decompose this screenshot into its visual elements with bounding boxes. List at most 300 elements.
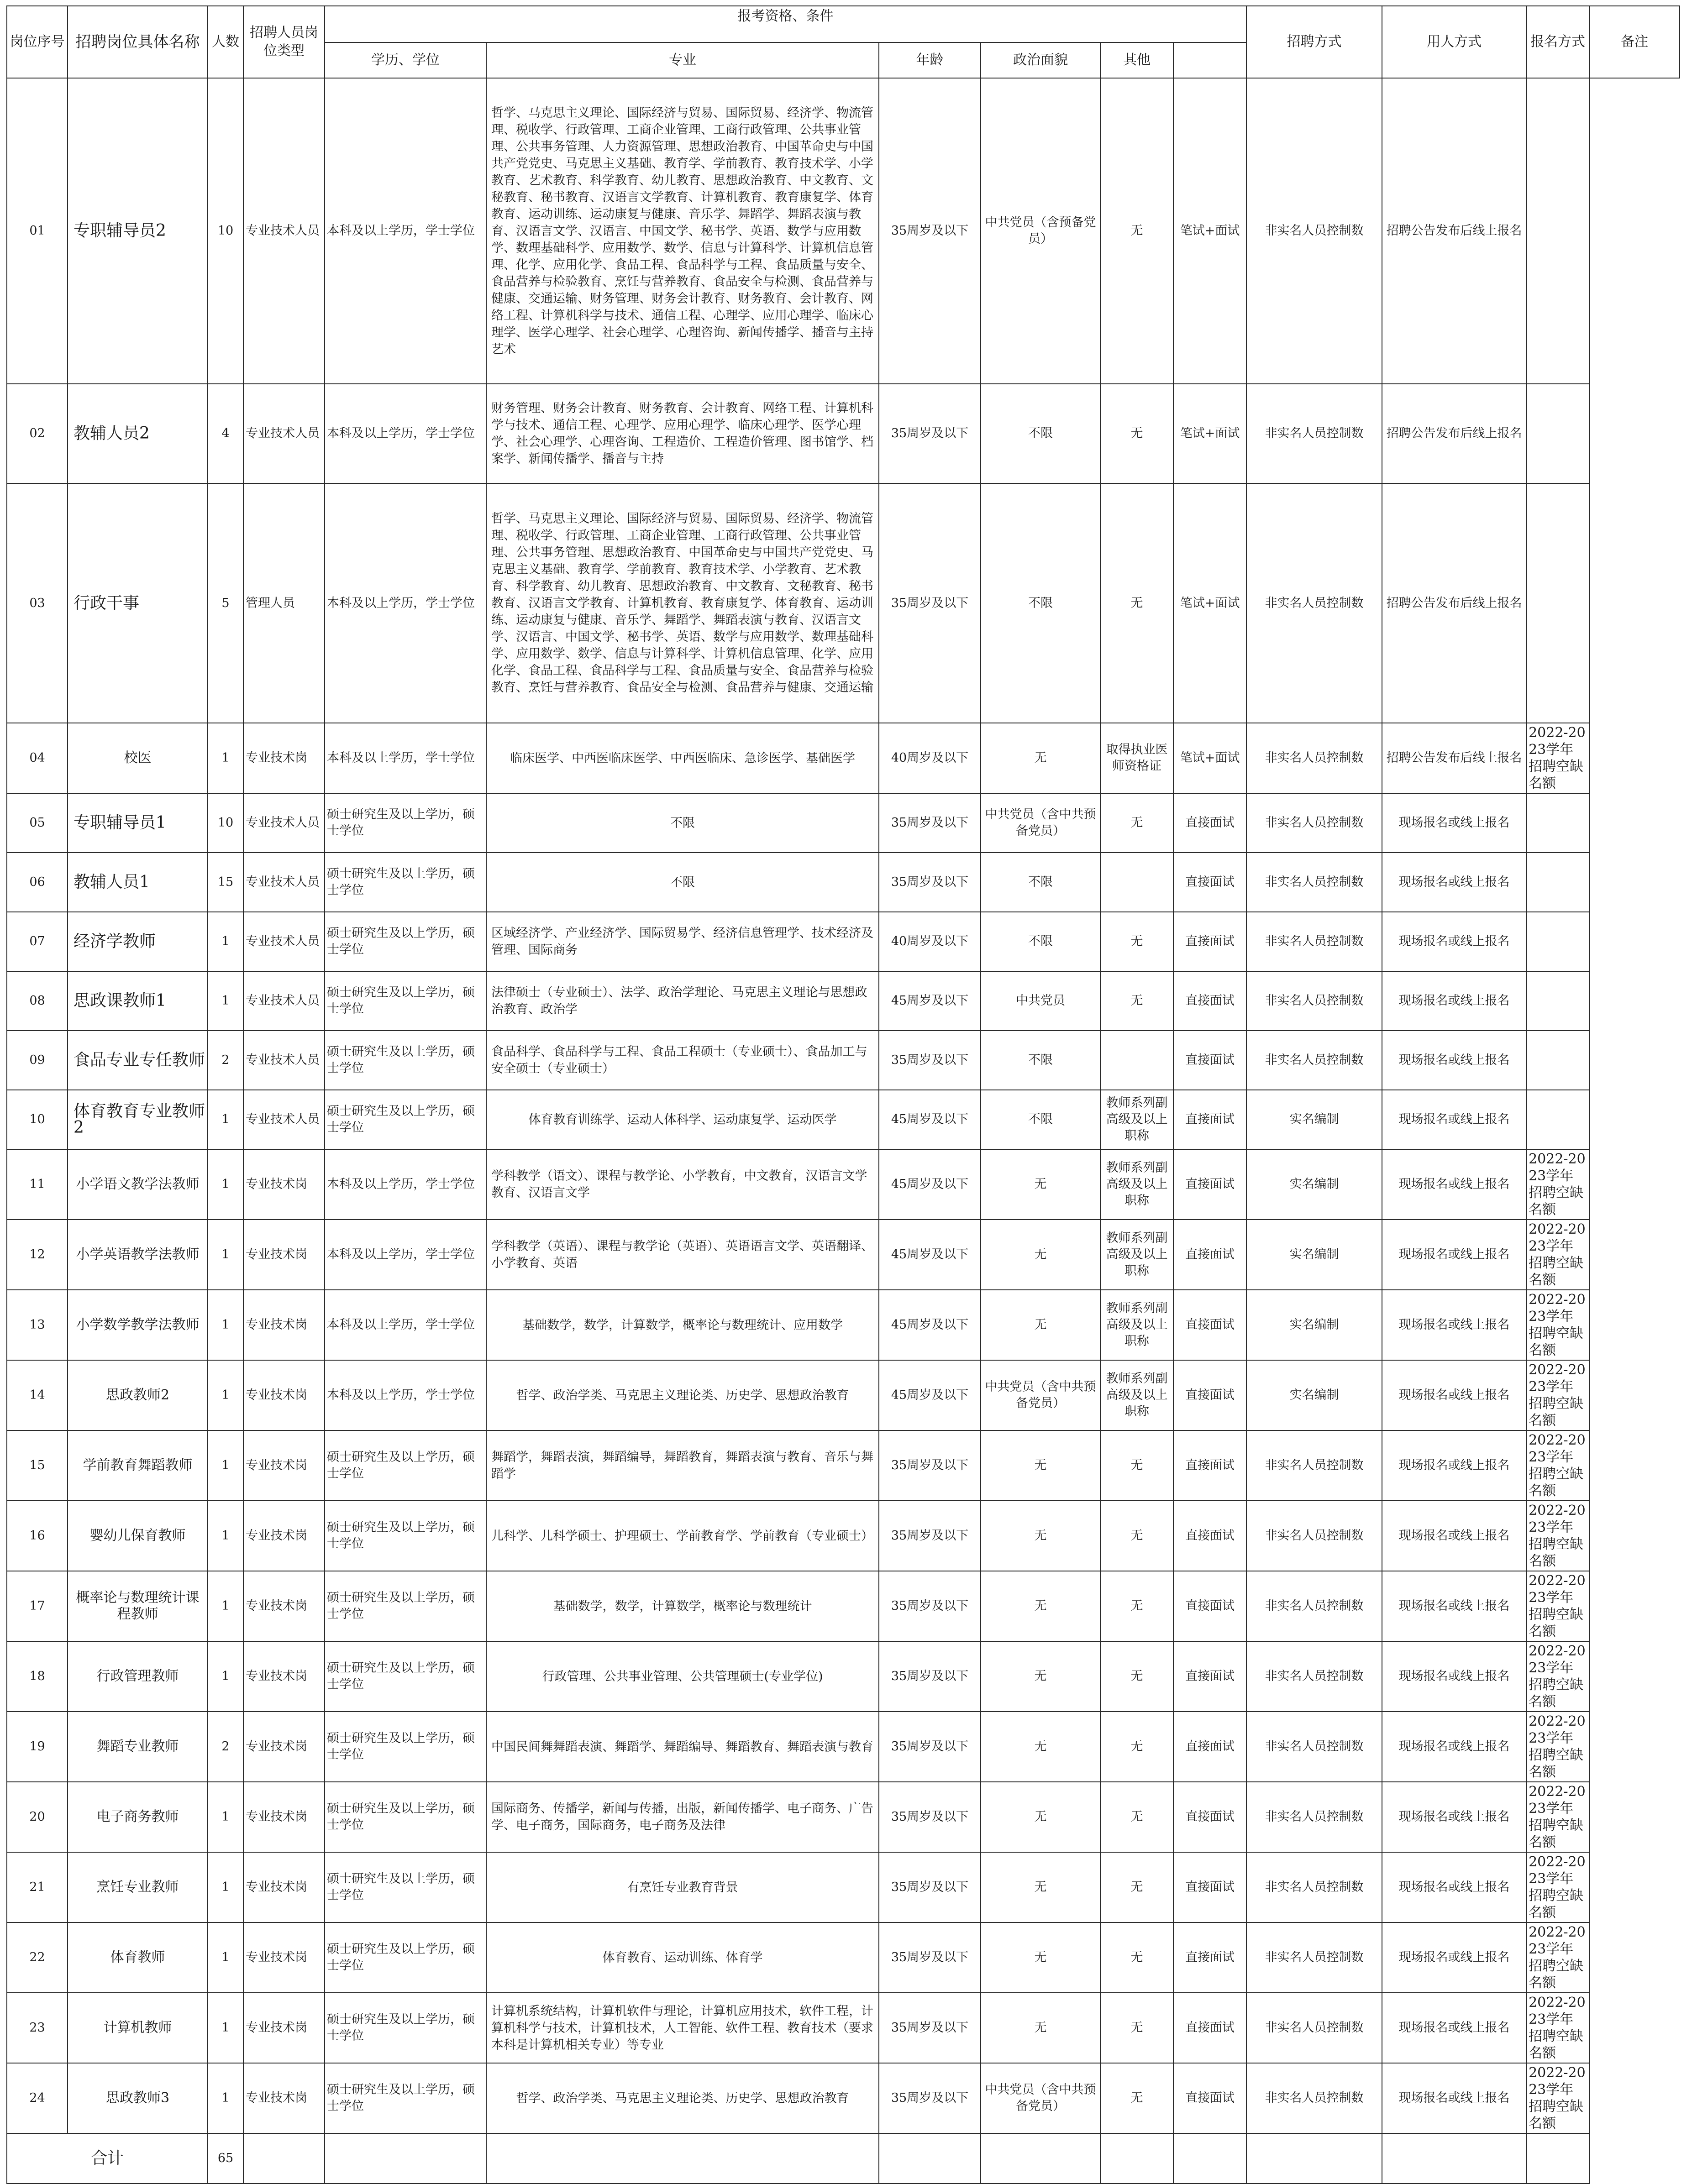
row-political-status: 无 bbox=[981, 1712, 1100, 1782]
row-seq: 09 bbox=[7, 1031, 68, 1090]
row-position-type: 专业技术岗 bbox=[243, 1782, 325, 1852]
row-major: 中国民间舞舞蹈表演、舞蹈学、舞蹈编导、舞蹈教育、舞蹈表演与教育 bbox=[486, 1712, 879, 1782]
row-age: 40周岁及以下 bbox=[879, 723, 981, 793]
row-education: 硕士研究生及以上学历，硕士学位 bbox=[325, 1712, 486, 1782]
row-political-status: 无 bbox=[981, 1782, 1100, 1852]
header-apply: 报名方式 bbox=[1526, 6, 1589, 78]
row-seq: 13 bbox=[7, 1290, 68, 1360]
row-age: 45周岁及以下 bbox=[879, 971, 981, 1031]
total-empty-cell bbox=[243, 2133, 325, 2184]
row-major: 临床医学、中西医临床医学、中西医临床、急诊医学、基础医学 bbox=[486, 723, 879, 793]
table-row bbox=[7, 912, 1680, 971]
table-row bbox=[7, 483, 1680, 723]
header-employ: 用人方式 bbox=[1382, 6, 1526, 78]
row-position-name: 食品专业专任教师 bbox=[68, 1031, 208, 1090]
total-count: 65 bbox=[208, 2133, 243, 2184]
row-position-type: 管理人员 bbox=[243, 483, 325, 723]
row-position-type: 专业技术岗 bbox=[243, 1993, 325, 2063]
row-position-type: 专业技术人员 bbox=[243, 384, 325, 483]
row-political-status: 中共党员（含中共预备党员） bbox=[981, 1360, 1100, 1430]
row-headcount: 4 bbox=[208, 384, 243, 483]
row-recruit-method: 直接面试 bbox=[1173, 1782, 1246, 1852]
row-recruit-method: 直接面试 bbox=[1173, 1220, 1246, 1290]
table-row bbox=[7, 384, 1680, 483]
row-note bbox=[1526, 971, 1589, 1031]
row-note: 2022-2023学年招聘空缺名额 bbox=[1526, 1641, 1589, 1712]
row-recruit-method: 直接面试 bbox=[1173, 1641, 1246, 1712]
row-major: 哲学、马克思主义理论、国际经济与贸易、国际贸易、经济学、物流管理、税收学、行政管理、工商企业管理、工商行政管理、公共事业管理、公共事务管理、思想政治教育、中国革命史与中国共产党党史、马克思主义基础、教育学、学前教育、教育技术学、小学教育、艺术教育、科学教育、幼儿教育、思想政治教育、中文教育、文秘教育、秘书教育、汉语言文学教育、计算机教育、教育康复学、体育教育、运动训练、运动康复与健康、音乐学、舞蹈学、舞蹈表演与教育、汉语言文学、汉语言、中国文学、秘书学、英语、数学与应用数学、数理基础科学、应用数学、数学、信息与计算科学、计算机信息管理、化学、应用化学、食品工程、食品科学与工程、食品质量与安全、食品营养与检验教育、烹饪与营养教育、食品安全与检测、食品营养与健康、交通运输 bbox=[486, 483, 879, 723]
row-position-type: 专业技术岗 bbox=[243, 1922, 325, 1993]
row-recruit-method: 笔试+面试 bbox=[1173, 78, 1246, 384]
row-headcount: 2 bbox=[208, 1712, 243, 1782]
row-education: 硕士研究生及以上学历，硕士学位 bbox=[325, 1782, 486, 1852]
row-note bbox=[1526, 78, 1589, 384]
row-headcount: 15 bbox=[208, 853, 243, 912]
row-position-name: 小学数学教学法教师 bbox=[68, 1290, 208, 1360]
row-note: 2022-2023学年招聘空缺名额 bbox=[1526, 1571, 1589, 1641]
table-row bbox=[7, 78, 1680, 384]
row-employment-type: 非实名人员控制数 bbox=[1246, 384, 1382, 483]
row-age: 35周岁及以下 bbox=[879, 1430, 981, 1501]
row-employment-type: 非实名人员控制数 bbox=[1246, 1852, 1382, 1922]
row-position-type: 专业技术岗 bbox=[243, 1430, 325, 1501]
table-row bbox=[7, 793, 1680, 853]
row-position-name: 教辅人员1 bbox=[68, 853, 208, 912]
row-education: 本科及以上学历，学士学位 bbox=[325, 384, 486, 483]
row-major: 不限 bbox=[486, 853, 879, 912]
row-other-requirement: 无 bbox=[1100, 1641, 1173, 1712]
row-apply-method: 现场报名或线上报名 bbox=[1382, 1031, 1526, 1090]
row-education: 硕士研究生及以上学历，硕士学位 bbox=[325, 1031, 486, 1090]
row-political-status: 中共党员 bbox=[981, 971, 1100, 1031]
row-apply-method: 现场报名或线上报名 bbox=[1382, 1149, 1526, 1220]
row-age: 35周岁及以下 bbox=[879, 2063, 981, 2133]
row-note: 2022-2023学年招聘空缺名额 bbox=[1526, 1290, 1589, 1360]
row-recruit-method: 直接面试 bbox=[1173, 971, 1246, 1031]
table-row bbox=[7, 1430, 1680, 1501]
row-other-requirement: 无 bbox=[1100, 2063, 1173, 2133]
row-note bbox=[1526, 1090, 1589, 1149]
table-row bbox=[7, 1782, 1680, 1852]
row-headcount: 1 bbox=[208, 1782, 243, 1852]
row-seq: 04 bbox=[7, 723, 68, 793]
row-major: 基础数学，数学，计算数学，概率论与数理统计 bbox=[486, 1571, 879, 1641]
row-note: 2022-2023学年招聘空缺名额 bbox=[1526, 2063, 1589, 2133]
row-political-status: 无 bbox=[981, 1290, 1100, 1360]
table-row bbox=[7, 1220, 1680, 1290]
row-major: 财务管理、财务会计教育、财务教育、会计教育、网络工程、计算机科学与技术、通信工程、心理学、应用心理学、临床心理学、医学心理学、社会心理学、心理咨询、工程造价、工程造价管理、图书馆学、档案学、新闻传播学、播音与主持 bbox=[486, 384, 879, 483]
row-political-status: 中共党员（含预备党员） bbox=[981, 78, 1100, 384]
row-age: 35周岁及以下 bbox=[879, 853, 981, 912]
total-empty-cell bbox=[1173, 2133, 1246, 2184]
row-education: 硕士研究生及以上学历，硕士学位 bbox=[325, 1641, 486, 1712]
row-apply-method: 现场报名或线上报名 bbox=[1382, 1922, 1526, 1993]
row-apply-method: 现场报名或线上报名 bbox=[1382, 1430, 1526, 1501]
row-note bbox=[1526, 483, 1589, 723]
row-recruit-method: 直接面试 bbox=[1173, 853, 1246, 912]
total-empty-cell bbox=[1100, 2133, 1173, 2184]
row-recruit-method: 笔试+面试 bbox=[1173, 384, 1246, 483]
total-empty-cell bbox=[486, 2133, 879, 2184]
row-position-name: 经济学教师 bbox=[68, 912, 208, 971]
row-recruit-method: 直接面试 bbox=[1173, 912, 1246, 971]
row-position-name: 计算机教师 bbox=[68, 1993, 208, 2063]
row-position-type: 专业技术人员 bbox=[243, 971, 325, 1031]
row-employment-type: 非实名人员控制数 bbox=[1246, 793, 1382, 853]
row-other-requirement: 教师系列副高级及以上职称 bbox=[1100, 1149, 1173, 1220]
row-employment-type: 实名编制 bbox=[1246, 1360, 1382, 1430]
row-other-requirement: 无 bbox=[1100, 912, 1173, 971]
total-empty-cell bbox=[1246, 2133, 1382, 2184]
header-note: 备注 bbox=[1589, 6, 1680, 78]
row-political-status: 无 bbox=[981, 1993, 1100, 2063]
row-age: 35周岁及以下 bbox=[879, 1641, 981, 1712]
row-other-requirement: 取得执业医师资格证 bbox=[1100, 723, 1173, 793]
row-political-status: 中共党员（含中共预备党员） bbox=[981, 2063, 1100, 2133]
row-position-name: 专职辅导员2 bbox=[68, 78, 208, 384]
row-seq: 06 bbox=[7, 853, 68, 912]
row-note bbox=[1526, 384, 1589, 483]
row-age: 35周岁及以下 bbox=[879, 78, 981, 384]
row-major: 法律硕士（专业硕士）、法学、政治学理论、马克思主义理论与思想政治教育、政治学 bbox=[486, 971, 879, 1031]
row-employment-type: 实名编制 bbox=[1246, 1090, 1382, 1149]
row-apply-method: 现场报名或线上报名 bbox=[1382, 853, 1526, 912]
recruitment-table bbox=[6, 5, 1680, 2184]
row-political-status: 不限 bbox=[981, 853, 1100, 912]
row-apply-method: 现场报名或线上报名 bbox=[1382, 1571, 1526, 1641]
row-seq: 15 bbox=[7, 1430, 68, 1501]
row-seq: 02 bbox=[7, 384, 68, 483]
row-employment-type: 非实名人员控制数 bbox=[1246, 78, 1382, 384]
row-note: 2022-2023学年招聘空缺名额 bbox=[1526, 1782, 1589, 1852]
row-major: 区域经济学、产业经济学、国际贸易学、经济信息管理学、技术经济及管理、国际商务 bbox=[486, 912, 879, 971]
row-seq: 10 bbox=[7, 1090, 68, 1149]
row-position-type: 专业技术岗 bbox=[243, 1571, 325, 1641]
table-row bbox=[7, 971, 1680, 1031]
row-apply-method: 现场报名或线上报名 bbox=[1382, 1220, 1526, 1290]
row-age: 35周岁及以下 bbox=[879, 1922, 981, 1993]
row-note: 2022-2023学年招聘空缺名额 bbox=[1526, 1852, 1589, 1922]
row-seq: 18 bbox=[7, 1641, 68, 1712]
row-headcount: 1 bbox=[208, 971, 243, 1031]
row-headcount: 1 bbox=[208, 1430, 243, 1501]
row-headcount: 1 bbox=[208, 1641, 243, 1712]
row-political-status: 不限 bbox=[981, 1090, 1100, 1149]
row-major: 体育教育训练学、运动人体科学、运动康复学、运动医学 bbox=[486, 1090, 879, 1149]
row-position-name: 教辅人员2 bbox=[68, 384, 208, 483]
row-recruit-method: 直接面试 bbox=[1173, 2063, 1246, 2133]
table-row bbox=[7, 1090, 1680, 1149]
row-position-type: 专业技术人员 bbox=[243, 78, 325, 384]
row-education: 本科及以上学历，学士学位 bbox=[325, 1220, 486, 1290]
row-position-type: 专业技术岗 bbox=[243, 1501, 325, 1571]
row-note: 2022-2023学年招聘空缺名额 bbox=[1526, 1220, 1589, 1290]
row-position-type: 专业技术岗 bbox=[243, 1290, 325, 1360]
row-political-status: 中共党员（含中共预备党员） bbox=[981, 793, 1100, 853]
total-label: 合计 bbox=[7, 2133, 208, 2184]
row-political-status: 不限 bbox=[981, 483, 1100, 723]
row-education: 本科及以上学历，学士学位 bbox=[325, 483, 486, 723]
row-employment-type: 非实名人员控制数 bbox=[1246, 1031, 1382, 1090]
row-seq: 14 bbox=[7, 1360, 68, 1430]
row-seq: 05 bbox=[7, 793, 68, 853]
row-political-status: 无 bbox=[981, 1220, 1100, 1290]
row-note: 2022-2023学年招聘空缺名额 bbox=[1526, 1922, 1589, 1993]
table-row bbox=[7, 2063, 1680, 2133]
table-row bbox=[7, 1922, 1680, 1993]
row-seq: 12 bbox=[7, 1220, 68, 1290]
row-position-name: 专职辅导员1 bbox=[68, 793, 208, 853]
row-age: 35周岁及以下 bbox=[879, 1993, 981, 2063]
row-age: 35周岁及以下 bbox=[879, 1782, 981, 1852]
row-position-name: 婴幼儿保育教师 bbox=[68, 1501, 208, 1571]
row-note: 2022-2023学年招聘空缺名额 bbox=[1526, 1993, 1589, 2063]
row-age: 45周岁及以下 bbox=[879, 1290, 981, 1360]
row-apply-method: 招聘公告发布后线上报名 bbox=[1382, 483, 1526, 723]
row-position-name: 舞蹈专业教师 bbox=[68, 1712, 208, 1782]
row-political-status: 不限 bbox=[981, 1031, 1100, 1090]
row-political-status: 无 bbox=[981, 1149, 1100, 1220]
row-other-requirement bbox=[1100, 853, 1173, 912]
header-method: 招聘方式 bbox=[1246, 6, 1382, 78]
table-row bbox=[7, 1031, 1680, 1090]
row-apply-method: 现场报名或线上报名 bbox=[1382, 1090, 1526, 1149]
row-major: 学科教学（语文）、课程与教学论、小学教育，中文教育，汉语言文学教育、汉语言文学 bbox=[486, 1149, 879, 1220]
row-note bbox=[1526, 793, 1589, 853]
row-seq: 24 bbox=[7, 2063, 68, 2133]
row-political-status: 无 bbox=[981, 1501, 1100, 1571]
row-headcount: 1 bbox=[208, 1290, 243, 1360]
row-position-name: 体育教育专业教师2 bbox=[68, 1090, 208, 1149]
row-education: 硕士研究生及以上学历，硕士学位 bbox=[325, 1571, 486, 1641]
row-other-requirement: 无 bbox=[1100, 78, 1173, 384]
row-position-type: 专业技术岗 bbox=[243, 1220, 325, 1290]
row-recruit-method: 直接面试 bbox=[1173, 1360, 1246, 1430]
total-empty-cell bbox=[325, 2133, 486, 2184]
row-position-name: 思政教师3 bbox=[68, 2063, 208, 2133]
row-headcount: 1 bbox=[208, 1922, 243, 1993]
row-position-name: 小学英语教学法教师 bbox=[68, 1220, 208, 1290]
row-position-name: 行政干事 bbox=[68, 483, 208, 723]
row-age: 35周岁及以下 bbox=[879, 384, 981, 483]
row-position-name: 电子商务教师 bbox=[68, 1782, 208, 1852]
row-apply-method: 现场报名或线上报名 bbox=[1382, 1641, 1526, 1712]
row-major: 体育教育、运动训练、体育学 bbox=[486, 1922, 879, 1993]
row-major: 行政管理、公共事业管理、公共管理硕士(专业学位) bbox=[486, 1641, 879, 1712]
row-seq: 01 bbox=[7, 78, 68, 384]
row-apply-method: 现场报名或线上报名 bbox=[1382, 971, 1526, 1031]
row-age: 45周岁及以下 bbox=[879, 1149, 981, 1220]
row-other-requirement bbox=[1100, 1031, 1173, 1090]
row-age: 45周岁及以下 bbox=[879, 1090, 981, 1149]
row-apply-method: 招聘公告发布后线上报名 bbox=[1382, 384, 1526, 483]
row-major: 国际商务、传播学，新闻与传播，出版，新闻传播学、电子商务、广告学、电子商务，国际商务，电子商务及法律 bbox=[486, 1782, 879, 1852]
row-headcount: 10 bbox=[208, 78, 243, 384]
row-headcount: 10 bbox=[208, 793, 243, 853]
row-education: 硕士研究生及以上学历，硕士学位 bbox=[325, 1922, 486, 1993]
row-headcount: 2 bbox=[208, 1031, 243, 1090]
row-other-requirement: 无 bbox=[1100, 1993, 1173, 2063]
row-major: 哲学、政治学类、马克思主义理论类、历史学、思想政治教育 bbox=[486, 1360, 879, 1430]
row-employment-type: 非实名人员控制数 bbox=[1246, 483, 1382, 723]
row-position-name: 体育教师 bbox=[68, 1922, 208, 1993]
row-age: 35周岁及以下 bbox=[879, 1712, 981, 1782]
row-seq: 07 bbox=[7, 912, 68, 971]
row-employment-type: 非实名人员控制数 bbox=[1246, 1782, 1382, 1852]
row-other-requirement: 无 bbox=[1100, 1712, 1173, 1782]
row-recruit-method: 笔试+面试 bbox=[1173, 723, 1246, 793]
row-position-name: 行政管理教师 bbox=[68, 1641, 208, 1712]
row-position-type: 专业技术人员 bbox=[243, 853, 325, 912]
row-recruit-method: 直接面试 bbox=[1173, 1290, 1246, 1360]
row-seq: 20 bbox=[7, 1782, 68, 1852]
row-seq: 03 bbox=[7, 483, 68, 723]
row-apply-method: 现场报名或线上报名 bbox=[1382, 1782, 1526, 1852]
row-apply-method: 现场报名或线上报名 bbox=[1382, 1360, 1526, 1430]
row-apply-method: 现场报名或线上报名 bbox=[1382, 793, 1526, 853]
row-political-status: 无 bbox=[981, 723, 1100, 793]
row-political-status: 不限 bbox=[981, 912, 1100, 971]
table-row bbox=[7, 1712, 1680, 1782]
row-seq: 21 bbox=[7, 1852, 68, 1922]
row-education: 本科及以上学历，学士学位 bbox=[325, 1149, 486, 1220]
row-age: 45周岁及以下 bbox=[879, 1220, 981, 1290]
row-apply-method: 招聘公告发布后线上报名 bbox=[1382, 78, 1526, 384]
row-major: 哲学、马克思主义理论、国际经济与贸易、国际贸易、经济学、物流管理、税收学、行政管理、工商企业管理、工商行政管理、公共事业管理、公共事务管理、人力资源管理、思想政治教育、中国革命史与中国共产党党史、马克思主义基础、教育学、学前教育、教育技术学、小学教育、艺术教育、科学教育、幼儿教育、思想政治教育、中文教育、文秘教育、秘书教育、汉语言文学教育、计算机教育、教育康复学、体育教育、运动训练、运动康复与健康、音乐学、舞蹈学、舞蹈表演与教育、汉语言文学、汉语言、中国文学、秘书学、英语、数学与应用数学、数理基础科学、应用数学、数学、信息与计算科学、计算机信息管理、化学、应用化学、食品工程、食品科学与工程、食品质量与安全、食品营养与检验教育、烹饪与营养教育、食品安全与检测、食品营养与健康、交通运输、财务管理、财务会计教育、财务教育、会计教育、网络工程、计算机科学与技术、通信工程、心理学、应用心理学、临床心理学、医学心理学、社会心理学、心理咨询、新闻传播学、播音与主持艺术 bbox=[486, 78, 879, 384]
row-education: 硕士研究生及以上学历，硕士学位 bbox=[325, 1430, 486, 1501]
row-recruit-method: 直接面试 bbox=[1173, 1993, 1246, 2063]
row-note: 2022-2023学年招聘空缺名额 bbox=[1526, 1712, 1589, 1782]
row-employment-type: 非实名人员控制数 bbox=[1246, 1922, 1382, 1993]
table-row bbox=[7, 853, 1680, 912]
row-major: 食品科学、食品科学与工程、食品工程硕士（专业硕士）、食品加工与安全硕士（专业硕士） bbox=[486, 1031, 879, 1090]
row-major: 计算机系统结构，计算机软件与理论，计算机应用技术，软件工程，计算机科学与技术，计算机技术，人工智能、软件工程、教育技术（要求本科是计算机相关专业）等专业 bbox=[486, 1993, 879, 2063]
row-recruit-method: 直接面试 bbox=[1173, 1501, 1246, 1571]
header-qualification-group: 报考资格、条件 bbox=[325, 6, 1246, 42]
header-type: 招聘人员岗位类型 bbox=[243, 6, 325, 78]
row-apply-method: 现场报名或线上报名 bbox=[1382, 1501, 1526, 1571]
row-major: 儿科学、儿科学硕士、护理硕士、学前教育学、学前教育（专业硕士） bbox=[486, 1501, 879, 1571]
row-position-type: 专业技术岗 bbox=[243, 1852, 325, 1922]
table-row bbox=[7, 1501, 1680, 1571]
row-position-type: 专业技术人员 bbox=[243, 912, 325, 971]
row-seq: 23 bbox=[7, 1993, 68, 2063]
row-recruit-method: 直接面试 bbox=[1173, 793, 1246, 853]
row-employment-type: 非实名人员控制数 bbox=[1246, 1430, 1382, 1501]
row-note: 2022-2023学年招聘空缺名额 bbox=[1526, 1149, 1589, 1220]
row-position-type: 专业技术岗 bbox=[243, 1360, 325, 1430]
row-seq: 11 bbox=[7, 1149, 68, 1220]
row-employment-type: 非实名人员控制数 bbox=[1246, 1641, 1382, 1712]
row-position-name: 小学语文教学法教师 bbox=[68, 1149, 208, 1220]
row-other-requirement: 教师系列副高级及以上职称 bbox=[1100, 1220, 1173, 1290]
header-seq: 岗位序号 bbox=[7, 6, 68, 78]
row-employment-type: 非实名人员控制数 bbox=[1246, 1712, 1382, 1782]
row-employment-type: 实名编制 bbox=[1246, 1149, 1382, 1220]
table-row bbox=[7, 1993, 1680, 2063]
row-recruit-method: 直接面试 bbox=[1173, 1430, 1246, 1501]
table-row bbox=[7, 1571, 1680, 1641]
row-age: 45周岁及以下 bbox=[879, 1360, 981, 1430]
header-name: 招聘岗位具体名称 bbox=[68, 6, 208, 78]
row-recruit-method: 笔试+面试 bbox=[1173, 483, 1246, 723]
row-major: 不限 bbox=[486, 793, 879, 853]
table-row bbox=[7, 1641, 1680, 1712]
total-empty-cell bbox=[981, 2133, 1100, 2184]
row-apply-method: 现场报名或线上报名 bbox=[1382, 912, 1526, 971]
row-seq: 22 bbox=[7, 1922, 68, 1993]
row-position-name: 校医 bbox=[68, 723, 208, 793]
row-position-type: 专业技术岗 bbox=[243, 723, 325, 793]
row-headcount: 1 bbox=[208, 1220, 243, 1290]
row-other-requirement: 无 bbox=[1100, 1571, 1173, 1641]
row-apply-method: 现场报名或线上报名 bbox=[1382, 1852, 1526, 1922]
row-other-requirement: 无 bbox=[1100, 1501, 1173, 1571]
row-age: 35周岁及以下 bbox=[879, 1571, 981, 1641]
row-age: 35周岁及以下 bbox=[879, 1852, 981, 1922]
row-age: 35周岁及以下 bbox=[879, 1501, 981, 1571]
row-political-status: 无 bbox=[981, 1922, 1100, 1993]
row-employment-type: 非实名人员控制数 bbox=[1246, 723, 1382, 793]
row-seq: 19 bbox=[7, 1712, 68, 1782]
row-other-requirement: 教师系列副高级及以上职称 bbox=[1100, 1090, 1173, 1149]
row-seq: 08 bbox=[7, 971, 68, 1031]
row-apply-method: 现场报名或线上报名 bbox=[1382, 1290, 1526, 1360]
row-employment-type: 非实名人员控制数 bbox=[1246, 1571, 1382, 1641]
row-age: 35周岁及以下 bbox=[879, 483, 981, 723]
row-other-requirement: 无 bbox=[1100, 1430, 1173, 1501]
total-row bbox=[7, 2133, 1680, 2184]
row-position-name: 烹饪专业教师 bbox=[68, 1852, 208, 1922]
row-major: 舞蹈学，舞蹈表演，舞蹈编导，舞蹈教育，舞蹈表演与教育、音乐与舞蹈学 bbox=[486, 1430, 879, 1501]
total-empty-cell bbox=[879, 2133, 981, 2184]
row-major: 基础数学，数学，计算数学，概率论与数理统计、应用数学 bbox=[486, 1290, 879, 1360]
row-position-type: 专业技术岗 bbox=[243, 1712, 325, 1782]
row-note: 2022-2023学年招聘空缺名额 bbox=[1526, 1501, 1589, 1571]
row-seq: 17 bbox=[7, 1571, 68, 1641]
row-education: 硕士研究生及以上学历，硕士学位 bbox=[325, 1501, 486, 1571]
row-recruit-method: 直接面试 bbox=[1173, 1149, 1246, 1220]
row-note: 2022-2023学年招聘空缺名额 bbox=[1526, 1360, 1589, 1430]
row-other-requirement: 无 bbox=[1100, 971, 1173, 1031]
row-headcount: 1 bbox=[208, 1571, 243, 1641]
row-recruit-method: 直接面试 bbox=[1173, 1922, 1246, 1993]
row-apply-method: 现场报名或线上报名 bbox=[1382, 1712, 1526, 1782]
row-recruit-method: 直接面试 bbox=[1173, 1852, 1246, 1922]
row-position-name: 思政教师2 bbox=[68, 1360, 208, 1430]
row-major: 有烹饪专业教育背景 bbox=[486, 1852, 879, 1922]
row-employment-type: 非实名人员控制数 bbox=[1246, 853, 1382, 912]
row-employment-type: 非实名人员控制数 bbox=[1246, 1501, 1382, 1571]
row-note bbox=[1526, 1031, 1589, 1090]
row-political-status: 无 bbox=[981, 1430, 1100, 1501]
row-political-status: 不限 bbox=[981, 384, 1100, 483]
row-apply-method: 招聘公告发布后线上报名 bbox=[1382, 723, 1526, 793]
row-other-requirement: 无 bbox=[1100, 1782, 1173, 1852]
row-position-type: 专业技术人员 bbox=[243, 1090, 325, 1149]
header-count: 人数 bbox=[208, 6, 243, 78]
row-seq: 16 bbox=[7, 1501, 68, 1571]
table-row bbox=[7, 1290, 1680, 1360]
row-headcount: 1 bbox=[208, 1149, 243, 1220]
row-education: 硕士研究生及以上学历，硕士学位 bbox=[325, 1993, 486, 2063]
row-education: 硕士研究生及以上学历，硕士学位 bbox=[325, 1852, 486, 1922]
row-education: 硕士研究生及以上学历，硕士学位 bbox=[325, 971, 486, 1031]
row-headcount: 1 bbox=[208, 1852, 243, 1922]
row-position-type: 专业技术人员 bbox=[243, 1031, 325, 1090]
row-education: 硕士研究生及以上学历，硕士学位 bbox=[325, 793, 486, 853]
header-other: 其他 bbox=[1100, 42, 1173, 78]
